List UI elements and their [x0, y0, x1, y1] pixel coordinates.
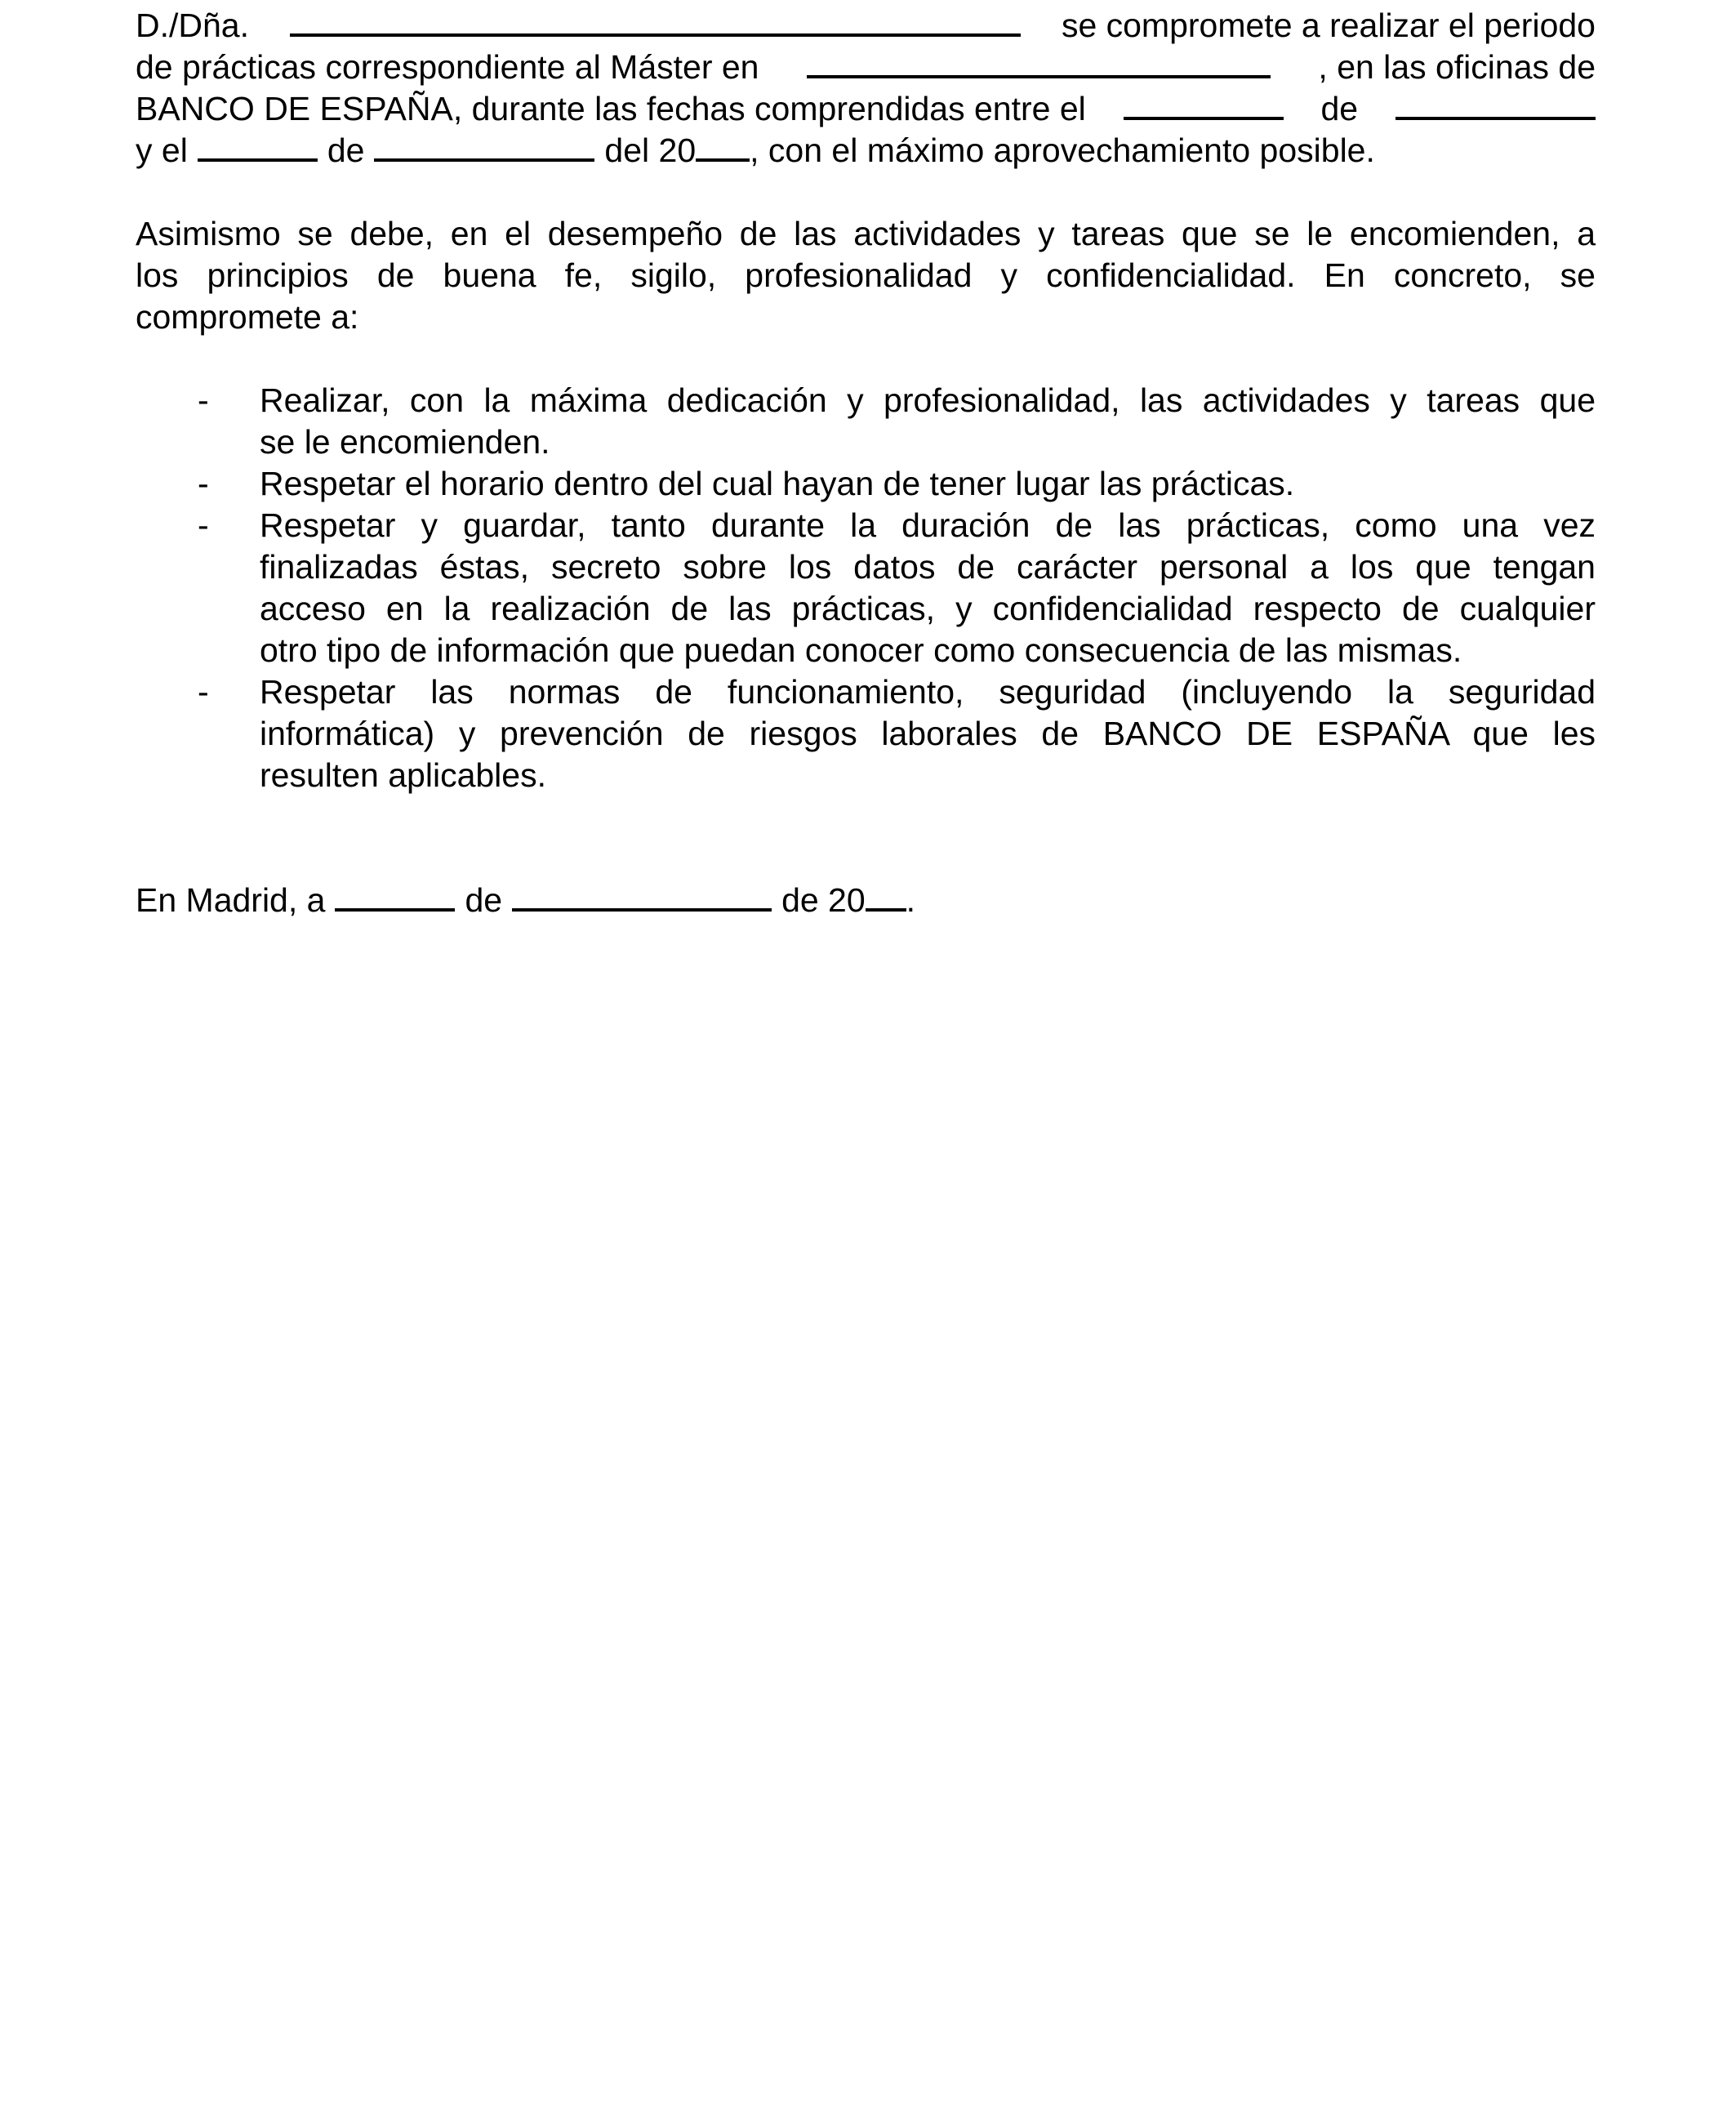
- start-month-blank-field[interactable]: [1395, 89, 1596, 120]
- end-year-blank-field[interactable]: [696, 131, 750, 162]
- list-item: [136, 380, 1596, 463]
- list-item-line: se le encomienden.: [260, 423, 550, 461]
- place-text: En Madrid, a: [136, 881, 326, 919]
- signature-date-line: [136, 880, 1596, 921]
- master-label: de prácticas correspondiente al Máster en: [136, 48, 759, 86]
- sign-year-blank-field[interactable]: [866, 880, 906, 912]
- name-blank-field[interactable]: [290, 6, 1021, 37]
- sign-month-blank-field[interactable]: [512, 880, 772, 912]
- list-item-line: acceso en la realización de las prácticas, y confidencialidad respecto de cualquier: [260, 590, 1596, 627]
- list-item-line: Realizar, con la máxima dedicación y profesionalidad, las actividades y tareas que: [260, 381, 1596, 419]
- list-item: [136, 505, 1596, 671]
- dash-bullet: -: [198, 465, 209, 502]
- offices-text: , en las oficinas de: [1318, 48, 1596, 86]
- master-blank-field[interactable]: [807, 47, 1271, 78]
- commitment-line-1: [136, 5, 1596, 47]
- end-day-blank-field[interactable]: [198, 131, 318, 162]
- de-text: de: [1320, 90, 1359, 127]
- duties-line-1: Asimismo se debe, en el desempeño de las actividades y tareas que se le encomienden, a: [136, 215, 1596, 252]
- obligations-list: [136, 380, 1596, 796]
- list-item-line: Respetar y guardar, tanto durante la duración de las prácticas, como una vez: [260, 506, 1596, 544]
- list-item-line: Respetar el horario dentro del cual hayan de tener lugar las prácticas.: [260, 465, 1295, 502]
- commitment-line-4: [136, 130, 1596, 172]
- period-text: .: [906, 881, 916, 919]
- dash-bullet: -: [198, 673, 209, 711]
- sign-day-blank-field[interactable]: [335, 880, 455, 912]
- start-day-blank-field[interactable]: [1124, 89, 1284, 120]
- de-text: de: [465, 881, 503, 919]
- duties-line-2: los principios de buena fe, sigilo, profesionalidad y confidencialidad. En concreto, se: [136, 256, 1596, 294]
- commitment-line-3: [136, 88, 1596, 130]
- de-text: de: [327, 132, 365, 169]
- list-item-line: otro tipo de información que puedan conocer como consecuencia de las mismas.: [260, 631, 1462, 669]
- list-item-line: informática) y prevención de riesgos laborales de BANCO DE ESPAÑA que les: [260, 715, 1596, 752]
- list-item-line: finalizadas éstas, secreto sobre los datos de carácter personal a los que tengan: [260, 548, 1596, 586]
- y-el-text: y el: [136, 132, 188, 169]
- aprovechamiento-text: , con el máximo aprovechamiento posible.: [750, 132, 1375, 169]
- list-item: [136, 671, 1596, 796]
- dash-bullet: -: [198, 506, 209, 544]
- commitment-text: se compromete a realizar el periodo: [1061, 7, 1596, 44]
- document-page: [136, 5, 1596, 921]
- duties-paragraph: [136, 213, 1596, 338]
- end-month-blank-field[interactable]: [374, 131, 594, 162]
- list-item-line: Respetar las normas de funcionamiento, seguridad (incluyendo la seguridad: [260, 673, 1596, 711]
- dash-bullet: -: [198, 381, 209, 419]
- list-item: [136, 463, 1596, 505]
- list-item-line: resulten aplicables.: [260, 756, 546, 794]
- duties-line-3: compromete a:: [136, 298, 359, 336]
- name-label: D./Dña.: [136, 7, 249, 44]
- dates-text: BANCO DE ESPAÑA, durante las fechas comprendidas entre el: [136, 90, 1086, 127]
- commitment-paragraph: [136, 5, 1596, 172]
- de-20-text: de 20: [781, 881, 866, 919]
- del-20-text: del 20: [604, 132, 697, 169]
- commitment-line-2: [136, 47, 1596, 88]
